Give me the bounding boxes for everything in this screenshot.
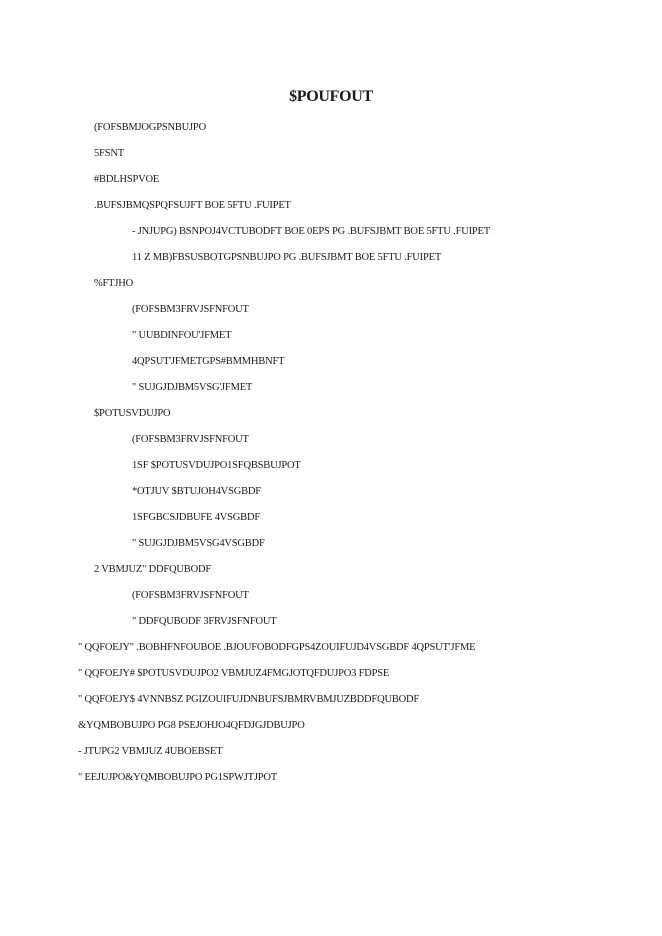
- toc-entry: (FOFSBM3FRVJSFNFOUT: [132, 304, 249, 315]
- toc-entry: &YQMBOBUJPO PG8 PSEJOHJO4QFDJGJDBUJPO: [78, 720, 305, 731]
- toc-entry: " UUBDINFOU'JFMET: [132, 330, 232, 341]
- toc-entry: 11 Z MB)FBSUSBOTGPSNBUJPO PG .BUFSJBMT BOE 5FTU .FUIPET: [132, 252, 442, 263]
- toc-entry: *OTJUV $BTUJOH4VSGBDF: [132, 486, 261, 497]
- toc-entry: 4QPSUT'JFMETGPS#BMMHBNFT: [132, 356, 285, 367]
- toc-entry: " EEJUJPO&YQMBOBUJPO PG1SPWJTJPOT: [78, 772, 277, 783]
- toc-entry: %FTJHO: [94, 278, 134, 289]
- toc-entry: (FOFSBM3FRVJSFNFOUT: [132, 590, 249, 601]
- toc-entry: 1SF $POTUSVDUJPO1SFQBSBUJPOT: [132, 460, 301, 471]
- toc-entry: " QQFOEJY$ 4VNNBSZ PGIZOUIFUJDNBUFSJBMRVBMJUZBDDFQUBODF: [78, 694, 420, 705]
- toc-entry: 2 VBMJUZ" DDFQUBODF: [94, 564, 211, 575]
- toc-entry: (FOFSBM3FRVJSFNFOUT: [132, 434, 249, 445]
- toc-entry: .BUFSJBMQSPQFSUJFT BOE 5FTU .FUIPET: [94, 200, 291, 211]
- toc-entry: " DDFQUBODF 3FRVJSFNFOUT: [132, 616, 277, 627]
- toc-entry: 1SFGBCSJDBUFE 4VSGBDF: [132, 512, 260, 523]
- toc-entry: - JNJUPG) BSNPOJ4VCTUBODFT BOE 0EPS PG .BUFSJBMT BOE 5FTU .FUIPET: [132, 226, 490, 237]
- toc-entry: " SUJGJDJBM5VSG4VSGBDF: [132, 538, 265, 549]
- toc-entry: " QQFOEJY" .BOBHFNFOUBOE .BJOUFOBODFGPS4ZOUIFUJD4VSGBDF 4QPSUT'JFME: [78, 642, 476, 653]
- toc-entry: 5FSNT: [94, 148, 124, 159]
- toc-entry: (FOFSBMJOGPSNBUJPO: [94, 122, 206, 133]
- toc-entry: $POTUSVDUJPO: [94, 408, 171, 419]
- toc-entry: - JTUPG2 VBMJUZ 4UBOEBSET: [78, 746, 223, 757]
- toc-entry: #BDLHSPVOE: [94, 174, 160, 185]
- page-title: $POUFOUT: [289, 88, 373, 105]
- toc-entry: " SUJGJDJBM5VSG'JFMET: [132, 382, 253, 393]
- toc-entry: " QQFOEJY# $POTUSVDUJPO2 VBMJUZ4FMGJOTQFDUJPO3 FDPSE: [78, 668, 390, 679]
